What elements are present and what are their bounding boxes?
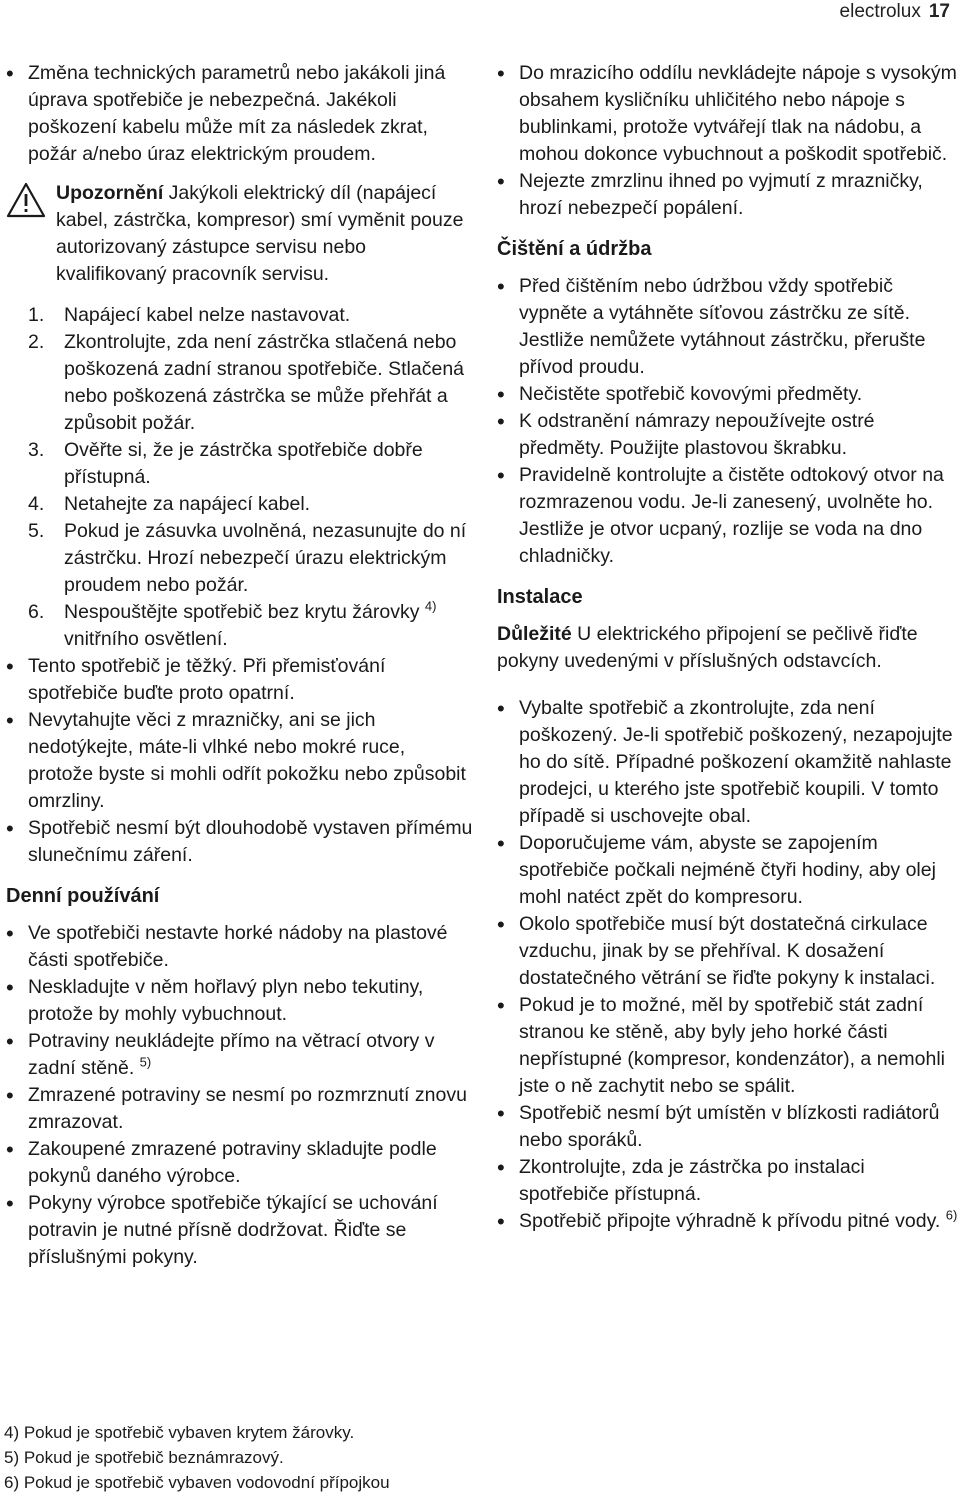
footnote: 6) Pokud je spotřebič vybaven vodovodní přípojkou bbox=[4, 1473, 390, 1492]
list-item: • Tento spotřebič je těžký. Při přemisťování spotřebiče buďte proto opatrní. bbox=[6, 653, 474, 707]
right-column bbox=[497, 60, 959, 1235]
list-item: • Zkontrolujte, zda je zástrčka po instalaci spotřebiče přístupná. bbox=[497, 1154, 959, 1208]
safety-bullet-list bbox=[6, 653, 474, 869]
list-item: • Okolo spotřebiče musí být dostatečná cirkulace vzduchu, jinak by se přehříval. K dosažení dostatečného větrání se řiďte pokyny k instalaci. bbox=[497, 911, 959, 992]
brand-name: electrolux bbox=[839, 1, 921, 22]
list-item: • Neskladujte v něm hořlavý plyn nebo tekutiny, protože by mohly vybuchnout. bbox=[6, 974, 474, 1028]
warning-text: Jakýkoli elektrický díl (napájecí kabel, zástrčka, kompresor) smí vyměnit pouze autorizovaný zástupce servisu nebo kvalifikovaný pracovník servisu. bbox=[56, 182, 464, 285]
section-heading-installation: Instalace bbox=[497, 586, 583, 608]
step-number: 6. bbox=[28, 601, 45, 623]
list-item bbox=[6, 1028, 474, 1082]
step-number: 2. bbox=[28, 331, 45, 353]
list-item: • Zmrazené potraviny se nesmí po rozmrznutí znovu zmrazovat. bbox=[6, 1082, 474, 1136]
list-item: • Zakoupené zmrazené potraviny skladujte podle pokynů daného výrobce. bbox=[6, 1136, 474, 1190]
footnote-ref: 4) bbox=[424, 598, 437, 614]
step-text-end: vnitřního osvětlení. bbox=[64, 628, 228, 650]
step-number: 3. bbox=[28, 439, 45, 461]
freezer-bullet-list bbox=[497, 60, 959, 222]
list-item: • Pokud je to možné, měl by spotřebič stát zadní stranou ke stěně, aby byly jeho horké části nepřístupné (kompresor, kondenzátor), a nemohli jste o ně zachytit nebo se spálit. bbox=[497, 992, 959, 1100]
step-text: Netahejte za napájecí kabel. bbox=[64, 493, 311, 515]
section-heading-cleaning: Čištění a údržba bbox=[497, 238, 652, 260]
step-item bbox=[28, 302, 474, 329]
warning-block bbox=[6, 180, 474, 288]
step-text: Nespouštějte spotřebič bez krytu žárovky bbox=[64, 601, 420, 623]
step-text: Pokud je zásuvka uvolněná, nezasunujte do ní zástrčku. Hrozí nebezpečí úrazu elektrickým proudem nebo požár. bbox=[64, 520, 467, 596]
intro-bullet-list bbox=[6, 60, 474, 168]
list-item: • Spotřebič nesmí být dlouhodobě vystaven přímému slunečnímu záření. bbox=[6, 815, 474, 869]
footnote-ref: 6) bbox=[945, 1207, 958, 1223]
step-item bbox=[28, 518, 474, 599]
list-item: • Doporučujeme vám, abyste se zapojením spotřebiče počkali nejméně čtyři hodiny, aby olej mohl natéct zpět do kompresoru. bbox=[497, 830, 959, 911]
list-item bbox=[497, 1208, 959, 1235]
warning-label: Upozornění bbox=[56, 182, 164, 204]
step-number: 1. bbox=[28, 304, 45, 326]
page-header bbox=[840, 0, 950, 24]
list-item: • Vybalte spotřebič a zkontrolujte, zda není poškozený. Je-li spotřebič poškozený, nezapojujte ho do sítě. Případné poškození okamžitě nahlaste prodejci, u kterého jste spotřebič koupili. V tomto případě si uschovejte obal. bbox=[497, 695, 959, 830]
list-item: • Ve spotřebiči nestavte horké nádoby na plastové části spotřebiče. bbox=[6, 920, 474, 974]
step-number: 5. bbox=[28, 520, 45, 542]
list-item: • Pravidelně kontrolujte a čistěte odtokový otvor na rozmrazenou vodu. Je-li zanesený, uvolněte ho. Jestliže je otvor ucpaný, rozlije se voda na dno chladničky. bbox=[497, 462, 959, 570]
list-item: • Nevytahujte věci z mrazničky, ani se jich nedotýkejte, máte-li vlhké nebo mokré ruce, protože byste si mohli odřít pokožku nebo způsobit omrzliny. bbox=[6, 707, 474, 815]
important-note bbox=[497, 621, 959, 675]
important-text: U elektrického připojení se pečlivě řiďte pokyny uvedenými v příslušných odstavcích. bbox=[497, 623, 918, 672]
step-item bbox=[28, 329, 474, 437]
list-item-text: Potraviny neukládejte přímo na větrací otvory v zadní stěně. bbox=[28, 1030, 435, 1079]
list-item: • Do mrazicího oddílu nevkládejte nápoje s vysokým obsahem kysličníku uhličitého nebo nápoje s bublinkami, protože vytvářejí tlak na nádobu, a mohou dokonce vybuchnout a poškodit spotřebič. bbox=[497, 60, 959, 168]
list-item: • Změna technických parametrů nebo jakákoli jiná úprava spotřebiče je nebezpečná. Jakékoli poškození kabelu může mít za následek zkrat, požár a/nebo úraz elektrickým proudem. bbox=[6, 60, 474, 168]
step-text: Napájecí kabel nelze nastavovat. bbox=[64, 304, 351, 326]
cleaning-bullet-list bbox=[497, 273, 959, 570]
list-item: • K odstranění námrazy nepoužívejte ostré předměty. Použijte plastovou škrabku. bbox=[497, 408, 959, 462]
warning-triangle-icon bbox=[6, 182, 46, 218]
footnote: 5) Pokud je spotřebič beznámrazový. bbox=[4, 1448, 284, 1467]
list-item: • Před čištěním nebo údržbou vždy spotřebič vypněte a vytáhněte síťovou zástrčku ze sítě. Jestliže nemůžete vytáhnout zástrčku, přerušte přívod proudu. bbox=[497, 273, 959, 381]
step-text: Ověřte si, že je zástrčka spotřebiče dobře přístupná. bbox=[64, 439, 423, 488]
list-item-text: Spotřebič připojte výhradně k přívodu pitné vody. bbox=[519, 1210, 941, 1232]
installation-bullet-list bbox=[497, 695, 959, 1235]
page-number: 17 bbox=[928, 1, 950, 22]
step-item bbox=[28, 437, 474, 491]
list-item: • Nejezte zmrzlinu ihned po vyjmutí z mrazničky, hrozí nebezpečí popálení. bbox=[497, 168, 959, 222]
footnote: 4) Pokud je spotřebič vybaven krytem žárovky. bbox=[4, 1423, 355, 1442]
numbered-steps bbox=[6, 302, 474, 653]
list-item: • Pokyny výrobce spotřebiče týkající se uchování potravin je nutné přísně dodržovat. Řiďte se příslušnými pokyny. bbox=[6, 1190, 474, 1271]
step-item bbox=[28, 491, 474, 518]
section-heading-daily-use: Denní používání bbox=[6, 885, 160, 907]
important-label: Důležité bbox=[497, 623, 572, 645]
footnote-ref: 5) bbox=[139, 1054, 152, 1070]
footnotes bbox=[4, 1420, 390, 1495]
list-item: • Nečistěte spotřebič kovovými předměty. bbox=[497, 381, 959, 408]
list-item: • Spotřebič nesmí být umístěn v blízkosti radiátorů nebo sporáků. bbox=[497, 1100, 959, 1154]
step-item bbox=[28, 599, 474, 653]
step-text: Zkontrolujte, zda není zástrčka stlačená nebo poškozená zadní stranou spotřebiče. Stlačená nebo poškozená zástrčka se může přehřát a způsobit požár. bbox=[64, 331, 465, 434]
step-number: 4. bbox=[28, 493, 45, 515]
daily-use-bullet-list bbox=[6, 920, 474, 1271]
left-column bbox=[6, 60, 474, 1271]
